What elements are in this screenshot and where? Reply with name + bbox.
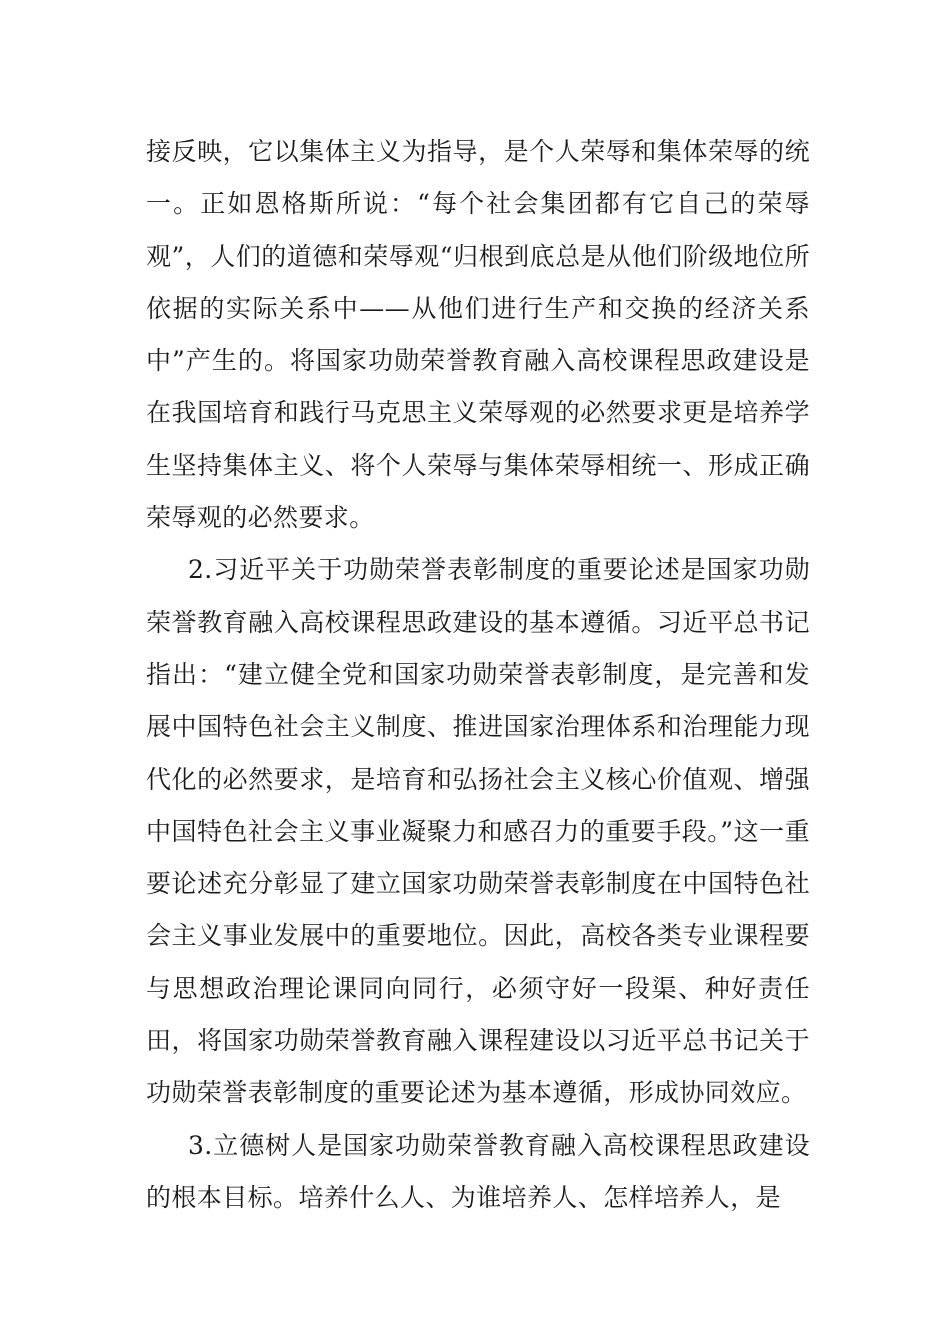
paragraph-point-3: 3.立德树人是国家功勋荣誉教育融入高校课程思政建设的根本目标。培养什么人、为谁培养人、怎样培养人，是 (146, 1130, 810, 1212)
body-text (146, 126, 810, 1224)
paragraph-continuation: 接反映，它以集体主义为指导，是个人荣辱和集体荣辱的统一。正如恩格斯所说：“每个社会集团都有它自己的荣辱观”，人们的道德和荣辱观“归根到底总是从他们阶级地位所依据的实际关系中——从他们进行生产和交换的经济关系中”产生的。将国家功勋荣誉教育融入高校课程思政建设是在我国培育和践行马克思主义荣辱观的必然要求更是培养学生坚持集体主义、将个人荣辱与集体荣辱相统一、形成正确荣辱观的必然要求。 (146, 137, 810, 533)
paragraph-point-2: 2.习近平关于功勋荣誉表彰制度的重要论述是国家功勋荣誉教育融入高校课程思政建设的基本遵循。习近平总书记指出：“建立健全党和国家功勋荣誉表彰制度，是完善和发展中国特色社会主义制度、推进国家治理体系和治理能力现代化的必然要求，是培育和弘扬社会主义核心价值观、增强中国特色社会主义事业凝聚力和感召力的重要手段。”这一重要论述充分彰显了建立国家功勋荣誉表彰制度在中国特色社会主义事业发展中的重要地位。因此，高校各类专业课程要与思想政治理论课同向同行，必须守好一段渠、种好责任田，将国家功勋荣誉教育融入课程建设以习近平总书记关于功勋荣誉表彰制度的重要论述为基本遵循，形成协同效应。 (146, 555, 810, 1108)
